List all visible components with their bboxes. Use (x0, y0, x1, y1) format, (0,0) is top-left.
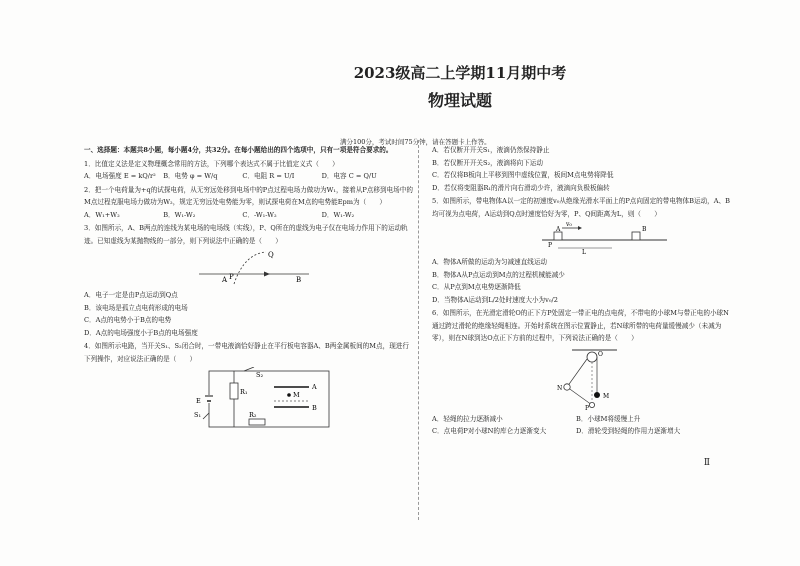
q4-circuit-diagram (84, 367, 414, 433)
ball-n (564, 383, 570, 389)
q3-option-b: B．该电场是孤立点电荷形成的电场 (84, 303, 188, 312)
question-6-options (432, 413, 732, 438)
trajectory-curve (234, 252, 266, 284)
q2-option-c: C．-W₁-W₂ (242, 210, 277, 219)
question-3-stem: 3．如图所示，A、B两点的连线为某电场的电场线（实线），P、Q所在的虚线为电子仅在电场力作用下的运动轨迹。已知虚线为某抛物线的一部分，则下列说法中正确的是（ ） (84, 224, 408, 245)
resistor-r2 (249, 419, 265, 425)
right-column (432, 144, 732, 438)
q1-option-a: A．电场强度 E = kQ/r² (84, 172, 156, 180)
ball-m (594, 392, 600, 398)
question-2-options (84, 209, 414, 222)
q1-option-b: B．电势 φ = W/q (163, 172, 218, 180)
label-s2: S₂ (256, 371, 264, 379)
q3-figure (84, 249, 414, 287)
line-n-to-p (567, 387, 592, 405)
q4-option-d: D．若仅将变阻器R₁的滑片向右滑动少许，液滴向负极板偏转 (432, 183, 610, 192)
exam-note: 满分100分，考试时间75分钟，请在答题卡上作答。 (340, 138, 491, 146)
field-arrow (264, 272, 270, 277)
q2-option-a: A．W₁+W₂ (84, 210, 120, 219)
label-n: N (557, 384, 563, 392)
q2-option-d: D．W₁-W₂ (321, 210, 355, 219)
q3-option-c: C．A点的电势小于B点的电势 (84, 316, 172, 324)
q6-option-d: D．滑轮受到轻绳的作用力逐渐增大 (576, 427, 681, 435)
q5-figure (432, 222, 732, 254)
question-1-stem: 1．比值定义法是定义物理概念常用的方法，下列哪个表达式不属于比值定义式（ ） (84, 159, 339, 168)
label-q: Q (268, 251, 274, 259)
q6-option-c: C．点电荷P对小球N的库仑力逐渐变大 (432, 427, 547, 435)
q4-figure (84, 367, 414, 433)
section-heading: 一、选择题：本题共8小题，每小题4分，共32分。在每小题给出的四个选项中，只有一项是符合要求的。 (84, 146, 393, 154)
label-m: M (293, 391, 300, 399)
label-s1: S₁ (194, 411, 202, 419)
q3-field-diagram (84, 249, 414, 287)
rope-to-n (567, 359, 587, 387)
label-plate-b: B (312, 404, 317, 412)
charged-droplet (287, 393, 291, 397)
q6-figure (432, 347, 732, 411)
question-4-stem: 4．如图所示电路，当开关S₁、S₂闭合时，一带电液滴恰好静止在平行板电容器A、B两金属板间的M点，现进行下列操作，对应说法正确的是（ ） (84, 342, 409, 363)
exam-title: 2023级高二上学期11月期中考 (353, 64, 567, 82)
pulley (587, 352, 597, 362)
question-5-stem: 5．如图所示，带电物体A以一定的初速度v₀从绝缘光滑水平面上的P点向固定的带电物体B运动，A、B均可视为点电荷，A运动到Q点时速度恰好为零，P、Q间距离为L，则（ ） (432, 197, 730, 218)
q3-option-a: A．电子一定是由P点运动到Q点 (84, 291, 178, 299)
block-b (632, 232, 640, 240)
column-divider (418, 140, 419, 520)
q4-option-a: A．若仅断开开关S₁，液滴仍然保持静止 (432, 146, 550, 154)
q4-option-b: B．若仅断开开关S₂，液滴将向下运动 (432, 158, 543, 167)
label-r2: R₂ (249, 411, 257, 419)
velocity-arrowhead (578, 226, 582, 230)
q4-option-c: C．若仅将B板向上平移到图中虚线位置，板间M点电势将降低 (432, 171, 614, 179)
q6-pulley-diagram (432, 347, 732, 411)
q3-option-d: D．A点的电场强度小于B点的电场强度 (84, 328, 198, 337)
switch-s2 (244, 367, 254, 371)
label-a: A (556, 226, 561, 233)
question-2 (84, 184, 414, 222)
label-l: L (582, 249, 586, 254)
q5-option-c: C．从P点到M点电势逐渐降低 (432, 283, 521, 291)
page-number: Ⅱ (703, 458, 710, 468)
q6-option-a: A．轻绳的拉力逐渐减小 (432, 414, 503, 423)
label-b: B (296, 276, 302, 284)
label-r1: R₁ (240, 388, 248, 396)
q2-option-b: B．W₁-W₂ (163, 210, 196, 219)
exam-subject: 物理试题 (427, 91, 492, 110)
label-e: E (196, 397, 201, 405)
q6-option-b: B．小球M将缓慢上升 (576, 414, 641, 423)
question-1-options (84, 170, 414, 183)
q1-option-c: C．电阻 R = U/I (242, 172, 295, 180)
left-column (84, 144, 414, 435)
label-p: P (585, 404, 590, 411)
switch-s1 (203, 413, 209, 419)
label-plate-a: A (312, 383, 317, 391)
q1-option-d: D．电容 C = Q/U (321, 172, 377, 180)
question-6 (432, 307, 732, 438)
question-6-stem: 6．如图所示，在光滑定滑轮O的正下方P处固定一带正电的点电荷，不带电的小球M与带正电的小球N通过跨过滑轮的绝缘轻绳相连。开始时系统在图示位置静止，若N球所带的电荷量缓慢减少（未减为零），则在N球到达O点正下方前的过程中，下列说法正确的是（ ） (432, 309, 729, 342)
q5-option-d: D．当物体A运动到L/2处时速度大小为v₀/2 (432, 295, 558, 304)
question-1 (84, 158, 414, 183)
label-p: P (229, 273, 234, 281)
question-5 (432, 195, 732, 306)
block-a (554, 232, 562, 240)
label-v0: v₀ (566, 222, 572, 228)
charge-p (589, 402, 594, 407)
label-m: M (603, 392, 610, 400)
label-a: A (222, 276, 228, 284)
label-p: P (548, 242, 553, 249)
q5-motion-diagram (432, 222, 732, 254)
label-b: B (642, 226, 647, 233)
q5-option-b: B．物体A从P点运动到M点的过程机械能减少 (432, 270, 565, 279)
q5-option-a: A．物体A所做的运动为匀减速直线运动 (432, 258, 548, 266)
label-o: O (598, 350, 603, 358)
question-3 (84, 222, 414, 339)
circuit-loop (209, 371, 329, 427)
resistor-r1 (230, 383, 238, 399)
question-2-stem: 2．把一个电荷量为+q的试探电荷，从无穷远处移到电场中的P点过程电场力做功为W₁，接着从P点移到电场中的M点过程克服电场力做功为W₂，规定无穷远处电势能为零，则试探电荷在M点的电势能Epm为（ ） (84, 185, 413, 206)
question-4 (84, 340, 414, 433)
